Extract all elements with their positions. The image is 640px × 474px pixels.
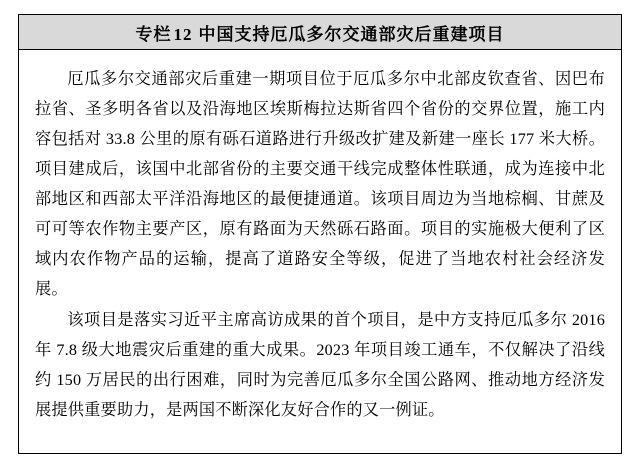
box-number: 12 xyxy=(173,24,193,44)
box-label: 专栏 xyxy=(135,24,172,44)
box-title-bar xyxy=(18,14,622,50)
paragraph: 该项目是落实习近平主席高访成果的首个项目，是中方支持厄瓜多尔 2016 年 7.8 级大地震灾后重建的重大成果。2023 年项目竣工通车，不仅解决了沿线约 150 万居民的出行困难，同时为完善厄瓜多尔全国公路网、推动地方经济发展提供重要助力，是两国不断深化友好合作的又一例证。 xyxy=(35,311,605,419)
paragraph: 厄瓜多尔交通部灾后重建一期项目位于厄瓜多尔中北部皮钦查省、因巴布拉省、圣多明各省以及沿海地区埃斯梅拉达斯省四个省份的交界位置，施工内容包括对 33.8 公里的原有砾石道路进行升级改扩建及新建一座长 177 米大桥。项目建成后，该国中北部省份的主要交通干线完成整体性联通，成为连接中北部地区和西部太平洋沿海地区的最便捷通道。该项目周边为当地棕榈、甘蔗及可可等农作物主要产区，原有路面为天然砾石路面。项目的实施极大便利了区域内农作物产品的运输，提高了道路安全等级，促进了当地农村社会经济发展。 xyxy=(35,70,605,298)
box-title-text xyxy=(136,20,505,45)
box-body xyxy=(18,50,622,454)
box-title: 中国支持厄瓜多尔交通部灾后重建项目 xyxy=(198,24,505,44)
